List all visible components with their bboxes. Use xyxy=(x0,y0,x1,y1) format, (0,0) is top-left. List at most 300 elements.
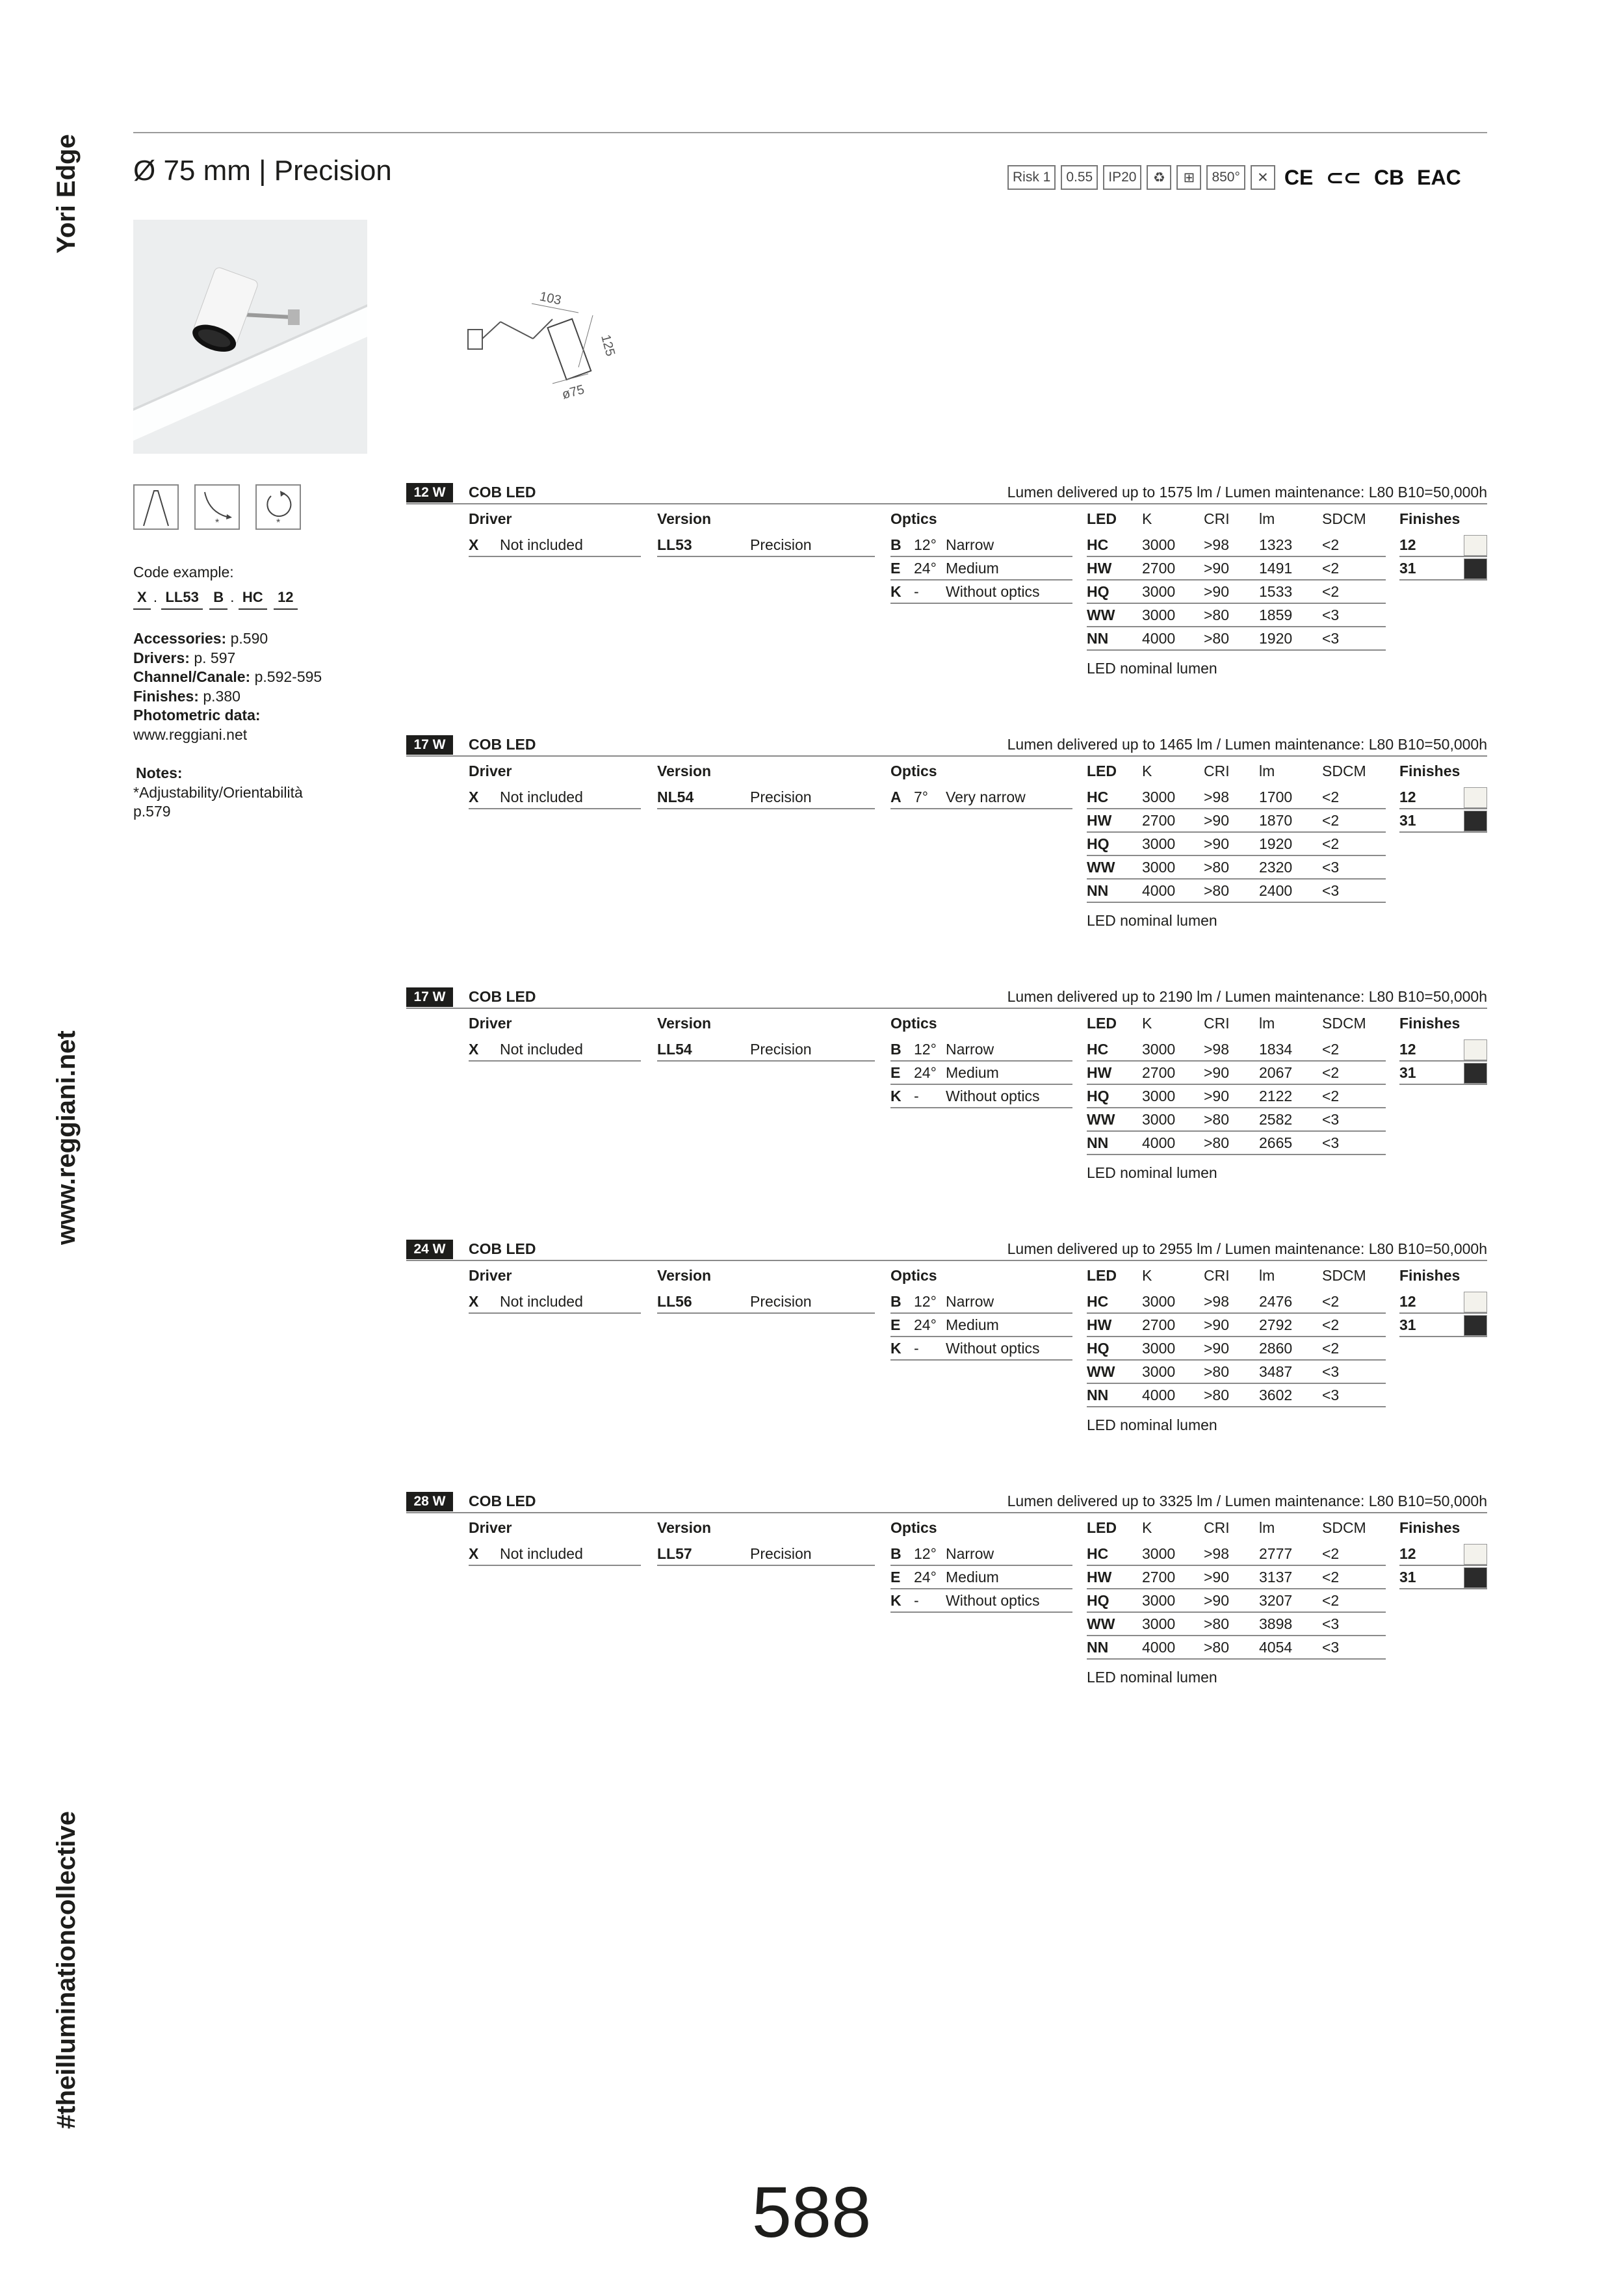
led-lm: 1859 xyxy=(1259,606,1293,623)
led-code: WW xyxy=(1087,606,1115,623)
led-k: 2700 xyxy=(1142,1568,1176,1585)
led-sdcm: <3 xyxy=(1322,629,1340,647)
driver-code: X xyxy=(469,1040,479,1058)
led-lm: 1533 xyxy=(1259,582,1293,600)
led-lm: 1920 xyxy=(1259,629,1293,647)
cri-label: CRI xyxy=(1204,1015,1230,1032)
cc-mark-icon: ⊂⊂ xyxy=(1326,166,1361,189)
top-rule xyxy=(133,132,1487,133)
driver-column xyxy=(469,1519,641,1566)
led-row[interactable] xyxy=(1087,557,1386,581)
led-label: LED xyxy=(1087,1015,1117,1032)
led-sdcm: <2 xyxy=(1322,536,1340,553)
led-sdcm: <3 xyxy=(1322,1386,1340,1403)
led-k: 3000 xyxy=(1142,536,1176,553)
lm-label: lm xyxy=(1259,510,1275,527)
led-lm: 1920 xyxy=(1259,835,1293,852)
finish-code: 12 xyxy=(1399,1292,1416,1310)
dim-diameter: ø75 xyxy=(560,382,586,400)
driver-column xyxy=(469,1267,641,1314)
led-sdcm: <3 xyxy=(1322,858,1340,876)
led-k: 3000 xyxy=(1142,1087,1176,1104)
version-name: Precision xyxy=(750,1040,812,1058)
led-k: 4000 xyxy=(1142,629,1176,647)
optics-angle: 7° xyxy=(914,788,928,805)
led-cri: >80 xyxy=(1204,881,1230,899)
finish-swatch xyxy=(1464,787,1487,808)
version-code: LL56 xyxy=(657,1292,692,1310)
version-row[interactable] xyxy=(657,786,875,809)
led-lm: 2476 xyxy=(1259,1292,1293,1310)
svg-text:*: * xyxy=(276,517,281,528)
version-name: Precision xyxy=(750,788,812,805)
led-lm: 3137 xyxy=(1259,1568,1293,1585)
optics-row[interactable] xyxy=(890,1337,1072,1361)
driver-column xyxy=(469,510,641,557)
version-name: Precision xyxy=(750,536,812,553)
lumen-info: Lumen delivered up to 2955 lm / Lumen maintenance: L80 B10=50,000h xyxy=(1007,1240,1487,1257)
wattage-badge: 17 W xyxy=(406,987,453,1007)
driver-row[interactable] xyxy=(469,786,641,809)
led-lm: 1700 xyxy=(1259,788,1293,805)
finishes-label: Finishes xyxy=(1399,1519,1461,1536)
lumen-info: Lumen delivered up to 3325 lm / Lumen maintenance: L80 B10=50,000h xyxy=(1007,1493,1487,1509)
driver-code: X xyxy=(469,788,479,805)
led-cri: >80 xyxy=(1204,606,1230,623)
led-row[interactable] xyxy=(1087,833,1386,856)
led-code: HQ xyxy=(1087,835,1110,852)
finish-row[interactable] xyxy=(1399,1543,1487,1566)
optics-code: K xyxy=(890,1087,902,1104)
led-sdcm: <2 xyxy=(1322,1591,1340,1609)
led-column xyxy=(1087,1267,1386,1407)
ref-photometric: Photometric data: xyxy=(133,707,261,724)
led-code: HW xyxy=(1087,1316,1112,1333)
driver-code: X xyxy=(469,536,479,553)
finishes-column xyxy=(1399,1015,1487,1085)
led-k: 3000 xyxy=(1142,606,1176,623)
rotate-icon xyxy=(255,484,301,530)
led-k: 3000 xyxy=(1142,858,1176,876)
code-part: B xyxy=(209,588,227,610)
led-code: NN xyxy=(1087,629,1109,647)
led-row[interactable] xyxy=(1087,1038,1386,1062)
optics-label: Optics xyxy=(890,1015,937,1032)
finish-code: 31 xyxy=(1399,1063,1416,1081)
side-website: www.reggiani.net xyxy=(52,1030,81,1245)
led-row[interactable] xyxy=(1087,1613,1386,1636)
optics-label: Optics xyxy=(890,1519,937,1536)
notes-line: *Adjustability/Orientabilità xyxy=(133,783,303,801)
finishes-column xyxy=(1399,1267,1487,1337)
sdcm-label: SDCM xyxy=(1322,1519,1366,1536)
led-row[interactable] xyxy=(1087,1543,1386,1566)
finish-row[interactable] xyxy=(1399,534,1487,557)
k-label: K xyxy=(1142,1015,1152,1032)
led-k: 3000 xyxy=(1142,582,1176,600)
lumen-info: Lumen delivered up to 2190 lm / Lumen maintenance: L80 B10=50,000h xyxy=(1007,988,1487,1005)
finishes-label: Finishes xyxy=(1399,763,1461,779)
led-k: 3000 xyxy=(1142,1545,1176,1562)
optics-angle: - xyxy=(914,582,919,600)
optics-angle: 12° xyxy=(914,1545,937,1562)
finishes-label: Finishes xyxy=(1399,1015,1461,1032)
led-lm: 1323 xyxy=(1259,536,1293,553)
light-source: COB LED xyxy=(469,988,536,1005)
optics-angle: - xyxy=(914,1087,919,1104)
optics-row[interactable] xyxy=(890,1314,1072,1337)
version-row[interactable] xyxy=(657,1290,875,1314)
section-header xyxy=(406,985,1487,1009)
nominal-lumen-note: LED nominal lumen xyxy=(1087,1669,1217,1686)
led-label: LED xyxy=(1087,510,1117,527)
version-name: Precision xyxy=(750,1545,812,1562)
led-k: 3000 xyxy=(1142,788,1176,805)
optics-column xyxy=(890,1267,1072,1361)
version-label: Version xyxy=(657,1267,712,1284)
optics-name: Without optics xyxy=(946,1087,1040,1104)
optics-name: Narrow xyxy=(946,1040,994,1058)
led-lm: 3898 xyxy=(1259,1615,1293,1632)
finish-code: 12 xyxy=(1399,1040,1416,1058)
product-section xyxy=(406,985,1487,1233)
led-row[interactable] xyxy=(1087,856,1386,880)
optics-name: Medium xyxy=(946,1063,999,1081)
finish-code: 31 xyxy=(1399,1568,1416,1585)
led-row[interactable] xyxy=(1087,1566,1386,1589)
led-lm: 3207 xyxy=(1259,1591,1293,1609)
led-sdcm: <2 xyxy=(1322,1040,1340,1058)
led-k: 4000 xyxy=(1142,881,1176,899)
finish-row[interactable] xyxy=(1399,557,1487,581)
product-section xyxy=(406,733,1487,980)
finish-row[interactable] xyxy=(1399,1290,1487,1314)
nominal-lumen-note: LED nominal lumen xyxy=(1087,660,1217,677)
led-code: WW xyxy=(1087,1363,1115,1380)
led-lm: 4054 xyxy=(1259,1638,1293,1656)
version-row[interactable] xyxy=(657,1543,875,1566)
led-k: 3000 xyxy=(1142,1339,1176,1357)
recycle-icon: ♻ xyxy=(1147,165,1171,190)
driver-column xyxy=(469,763,641,809)
driver-row[interactable] xyxy=(469,1290,641,1314)
optics-row[interactable] xyxy=(890,534,1072,557)
driver-code: X xyxy=(469,1545,479,1562)
optics-code: B xyxy=(890,1292,902,1310)
led-row[interactable] xyxy=(1087,1384,1386,1407)
led-k: 2700 xyxy=(1142,559,1176,577)
led-row[interactable] xyxy=(1087,1132,1386,1155)
code-part: 12 xyxy=(274,588,297,610)
notes-line: p.579 xyxy=(133,803,171,820)
optics-column xyxy=(890,510,1072,604)
led-row[interactable] xyxy=(1087,1085,1386,1108)
optics-row[interactable] xyxy=(890,1290,1072,1314)
driver-label: Driver xyxy=(469,763,512,779)
code-example xyxy=(133,562,300,610)
sdcm-label: SDCM xyxy=(1322,510,1366,527)
finish-row[interactable] xyxy=(1399,786,1487,809)
led-header xyxy=(1087,1267,1386,1290)
finish-code: 31 xyxy=(1399,559,1416,577)
section-header xyxy=(406,481,1487,504)
version-name: Precision xyxy=(750,1292,812,1310)
optics-angle: 24° xyxy=(914,1316,937,1333)
led-k: 4000 xyxy=(1142,1638,1176,1656)
led-lm: 2777 xyxy=(1259,1545,1293,1562)
cri-label: CRI xyxy=(1204,763,1230,779)
led-cri: >90 xyxy=(1204,559,1230,577)
led-sdcm: <2 xyxy=(1322,1087,1340,1104)
cri-label: CRI xyxy=(1204,510,1230,527)
led-row[interactable] xyxy=(1087,627,1386,651)
led-lm: 2400 xyxy=(1259,881,1293,899)
led-k: 3000 xyxy=(1142,1110,1176,1128)
led-lm: 1491 xyxy=(1259,559,1293,577)
led-row[interactable] xyxy=(1087,1636,1386,1660)
led-row[interactable] xyxy=(1087,534,1386,557)
version-label: Version xyxy=(657,1519,712,1536)
finish-row[interactable] xyxy=(1399,1314,1487,1337)
driver-label: Driver xyxy=(469,510,512,527)
side-product-name: Yori Edge xyxy=(52,134,81,254)
optics-column xyxy=(890,1519,1072,1613)
finish-code: 31 xyxy=(1399,1316,1416,1333)
led-sdcm: <2 xyxy=(1322,1568,1340,1585)
led-row[interactable] xyxy=(1087,809,1386,833)
lumen-info: Lumen delivered up to 1465 lm / Lumen maintenance: L80 B10=50,000h xyxy=(1007,736,1487,753)
optics-row[interactable] xyxy=(890,1038,1072,1062)
optics-row[interactable] xyxy=(890,1566,1072,1589)
ip-rating-badge: IP20 xyxy=(1103,165,1141,190)
led-lm: 2122 xyxy=(1259,1087,1293,1104)
nominal-lumen-note: LED nominal lumen xyxy=(1087,1416,1217,1433)
led-code: WW xyxy=(1087,1615,1115,1632)
led-lm: 2860 xyxy=(1259,1339,1293,1357)
led-header xyxy=(1087,763,1386,786)
led-code: HC xyxy=(1087,536,1109,553)
led-lm: 2792 xyxy=(1259,1316,1293,1333)
ref-accessories: Accessories: p.590 xyxy=(133,630,268,647)
driver-name: Not included xyxy=(500,1545,583,1562)
optics-angle: 12° xyxy=(914,536,937,553)
led-k: 4000 xyxy=(1142,1386,1176,1403)
driver-row[interactable] xyxy=(469,1038,641,1062)
driver-name: Not included xyxy=(500,1040,583,1058)
led-sdcm: <2 xyxy=(1322,559,1340,577)
wattage-badge: 28 W xyxy=(406,1492,453,1511)
section-header xyxy=(406,1238,1487,1261)
optics-angle: 12° xyxy=(914,1040,937,1058)
optics-label: Optics xyxy=(890,510,937,527)
led-cri: >80 xyxy=(1204,1134,1230,1151)
led-code: HC xyxy=(1087,1292,1109,1310)
led-code: HQ xyxy=(1087,1339,1110,1357)
notes-label: Notes: xyxy=(136,764,183,781)
led-lm: 2067 xyxy=(1259,1063,1293,1081)
led-cri: >80 xyxy=(1204,1386,1230,1403)
optics-name: Medium xyxy=(946,1568,999,1585)
led-header xyxy=(1087,510,1386,534)
code-part: HC xyxy=(239,588,267,610)
optics-label: Optics xyxy=(890,1267,937,1284)
optics-name: Very narrow xyxy=(946,788,1026,805)
driver-label: Driver xyxy=(469,1519,512,1536)
finish-swatch xyxy=(1464,1567,1487,1588)
finish-row[interactable] xyxy=(1399,1038,1487,1062)
led-header xyxy=(1087,1519,1386,1543)
code-example-label: Code example: xyxy=(133,564,234,581)
driver-row[interactable] xyxy=(469,534,641,557)
led-sdcm: <3 xyxy=(1322,1134,1340,1151)
finish-row[interactable] xyxy=(1399,1062,1487,1085)
led-cri: >98 xyxy=(1204,1292,1230,1310)
wattage-badge: 12 W xyxy=(406,483,453,502)
wattage-badge: 24 W xyxy=(406,1240,453,1259)
optics-row[interactable] xyxy=(890,786,1072,809)
lm-label: lm xyxy=(1259,1015,1275,1032)
led-lm: 3602 xyxy=(1259,1386,1293,1403)
page-title: Ø 75 mm | Precision xyxy=(133,155,392,187)
led-cri: >80 xyxy=(1204,858,1230,876)
driver-name: Not included xyxy=(500,788,583,805)
lm-label: lm xyxy=(1259,763,1275,779)
led-cri: >90 xyxy=(1204,1568,1230,1585)
led-row[interactable] xyxy=(1087,1062,1386,1085)
led-code: NN xyxy=(1087,881,1109,899)
section-header xyxy=(406,733,1487,757)
version-column xyxy=(657,510,875,557)
version-label: Version xyxy=(657,510,712,527)
led-code: HW xyxy=(1087,811,1112,829)
version-row[interactable] xyxy=(657,534,875,557)
technical-drawing xyxy=(455,276,624,403)
code-example-parts: X . LL53 B . HC 12 xyxy=(133,587,300,610)
led-k: 3000 xyxy=(1142,835,1176,852)
led-sdcm: <2 xyxy=(1322,1316,1340,1333)
optics-row[interactable] xyxy=(890,1085,1072,1108)
led-row[interactable] xyxy=(1087,1361,1386,1384)
led-code: WW xyxy=(1087,858,1115,876)
led-row[interactable] xyxy=(1087,1108,1386,1132)
led-k: 2700 xyxy=(1142,1316,1176,1333)
led-header xyxy=(1087,1015,1386,1038)
led-cri: >98 xyxy=(1204,1545,1230,1562)
led-lm: 1870 xyxy=(1259,811,1293,829)
risk-badge: Risk 1 xyxy=(1007,165,1056,190)
finish-swatch xyxy=(1464,811,1487,831)
finish-code: 12 xyxy=(1399,536,1416,553)
version-row[interactable] xyxy=(657,1038,875,1062)
led-sdcm: <2 xyxy=(1322,788,1340,805)
optics-name: Without optics xyxy=(946,582,1040,600)
references xyxy=(133,629,322,744)
optics-row[interactable] xyxy=(890,1543,1072,1566)
finish-swatch xyxy=(1464,558,1487,579)
optics-row[interactable] xyxy=(890,1589,1072,1613)
led-code: HQ xyxy=(1087,1087,1110,1104)
k-label: K xyxy=(1142,1519,1152,1536)
power-factor-badge: 0.55 xyxy=(1061,165,1098,190)
version-code: LL57 xyxy=(657,1545,692,1562)
optics-row[interactable] xyxy=(890,1062,1072,1085)
led-k: 3000 xyxy=(1142,1591,1176,1609)
version-column xyxy=(657,763,875,809)
driver-code: X xyxy=(469,1292,479,1310)
cri-label: CRI xyxy=(1204,1267,1230,1284)
led-row[interactable] xyxy=(1087,604,1386,627)
led-sdcm: <2 xyxy=(1322,1292,1340,1310)
led-lm: 1834 xyxy=(1259,1040,1293,1058)
k-label: K xyxy=(1142,510,1152,527)
driver-column xyxy=(469,1015,641,1062)
led-row[interactable] xyxy=(1087,581,1386,604)
led-row[interactable] xyxy=(1087,1589,1386,1613)
nominal-lumen-note: LED nominal lumen xyxy=(1087,912,1217,929)
led-row[interactable] xyxy=(1087,1337,1386,1361)
led-k: 3000 xyxy=(1142,1615,1176,1632)
dim-width: 103 xyxy=(538,289,563,308)
lumen-info: Lumen delivered up to 1575 lm / Lumen maintenance: L80 B10=50,000h xyxy=(1007,484,1487,501)
version-code: LL54 xyxy=(657,1040,692,1058)
led-lm: 2320 xyxy=(1259,858,1293,876)
optics-name: Narrow xyxy=(946,536,994,553)
led-code: HW xyxy=(1087,1568,1112,1585)
led-row[interactable] xyxy=(1087,1314,1386,1337)
k-label: K xyxy=(1142,1267,1152,1284)
led-cri: >98 xyxy=(1204,788,1230,805)
led-row[interactable] xyxy=(1087,786,1386,809)
optics-name: Medium xyxy=(946,1316,999,1333)
finishes-label: Finishes xyxy=(1399,510,1461,527)
cri-label: CRI xyxy=(1204,1519,1230,1536)
ref-finishes: Finishes: p.380 xyxy=(133,687,240,705)
led-cri: >80 xyxy=(1204,629,1230,647)
ref-channel: Channel/Canale: p.592-595 xyxy=(133,668,322,685)
page-number: 588 xyxy=(751,2172,872,2252)
led-k: 4000 xyxy=(1142,1134,1176,1151)
optics-row[interactable] xyxy=(890,557,1072,581)
optics-name: Narrow xyxy=(946,1545,994,1562)
code-part: X xyxy=(133,588,151,610)
product-section xyxy=(406,481,1487,728)
led-cri: >80 xyxy=(1204,1363,1230,1380)
optics-code: K xyxy=(890,1591,902,1609)
led-code: HC xyxy=(1087,1040,1109,1058)
led-cri: >80 xyxy=(1204,1110,1230,1128)
optics-label: Optics xyxy=(890,763,937,779)
led-row[interactable] xyxy=(1087,880,1386,903)
notes xyxy=(133,764,303,822)
finish-row[interactable] xyxy=(1399,1566,1487,1589)
led-cri: >90 xyxy=(1204,811,1230,829)
ref-website[interactable]: www.reggiani.net xyxy=(133,725,248,743)
driver-row[interactable] xyxy=(469,1543,641,1566)
led-code: HC xyxy=(1087,1545,1109,1562)
svg-text:*: * xyxy=(215,517,220,528)
led-k: 2700 xyxy=(1142,1063,1176,1081)
led-sdcm: <2 xyxy=(1322,835,1340,852)
led-sdcm: <3 xyxy=(1322,1363,1340,1380)
finish-row[interactable] xyxy=(1399,809,1487,833)
led-code: NN xyxy=(1087,1638,1109,1656)
finish-code: 12 xyxy=(1399,1545,1416,1562)
optics-row[interactable] xyxy=(890,581,1072,604)
led-cri: >80 xyxy=(1204,1615,1230,1632)
led-row[interactable] xyxy=(1087,1290,1386,1314)
finish-swatch xyxy=(1464,1315,1487,1336)
led-sdcm: <3 xyxy=(1322,1638,1340,1656)
